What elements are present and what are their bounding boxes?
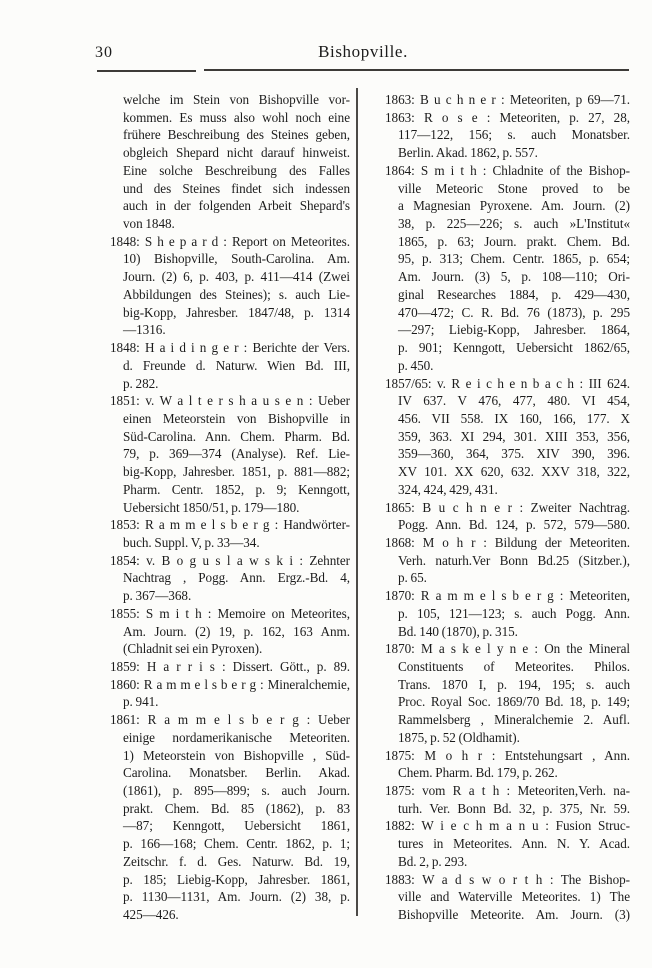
bib-line: obgleich Shepard nicht darauf hinweist. [123,145,350,161]
bib-line: p. 185; Liebig-Kopp, Jahresber. 1861, [123,871,350,887]
bib-line: 1848: S h e p a r d : Report on Meteorites. [110,233,350,249]
bib-line: 1865: B u c h n e r : Zweiter Nachtrag. [385,499,630,515]
bib-entry [385,817,630,870]
bib-line: 1865, p. 63; Journ. prakt. Chem. Bd. [398,233,630,249]
bib-line: 1875: M o h r : Entstehungsart , Ann. [385,747,630,763]
page-number: 30 [95,44,113,61]
bib-line: (Chladnit sei ein Pyroxen). [123,641,263,657]
bib-entry [110,552,350,605]
bib-line: 1851: v. W a l t e r s h a u s e n : Ueber [110,393,350,409]
bib-line: p. 450. [398,357,434,373]
bib-entry [110,605,350,658]
bib-line: 470—472; C. R. Bd. 76 (1873), p. 295 [398,304,630,320]
bib-line: 1) Meteorstein von Bishopville , Süd- [123,747,350,763]
bib-line: p. 1130—1131, Am. Journ. (2) 38, p. [123,889,350,905]
bib-line: buch. Suppl. V, p. 33—34. [123,534,260,550]
bib-entry [385,534,630,587]
bib-entry [385,109,630,162]
bib-line: p. 65. [398,570,427,586]
bib-entry [110,516,350,551]
bib-line: turh. Ver. Bonn Bd. 32, p. 375, Nr. 59. [398,800,630,816]
bib-line: 1861: R a m m e l s b e r g : Ueber [110,712,350,728]
bib-line: p. 105, 121—123; s. auch Pogg. Ann. [398,605,630,621]
bib-entry [110,339,350,392]
bib-line: ville and Waterville Meteorites. 1) The [398,889,630,905]
bib-line: d. Freunde d. Naturw. Wien Bd. III, [123,357,350,373]
bib-line: von 1848. [123,216,175,232]
bib-entry [110,676,350,711]
bib-line: 117—122, 156; s. auch Monatsber. [398,127,630,143]
right-column [385,91,630,924]
bib-line: 1854: v. B o g u s l a w s k i : Zehnter [110,552,350,568]
bib-line: 95, p. 313; Chem. Centr. 1865, p. 654; [398,251,630,267]
bib-line: 425—426. [123,907,179,923]
bib-entry [385,782,630,817]
bib-line: Pogg. Ann. Bd. 124, p. 572, 579—580. [398,517,630,533]
bib-line: 1883: W a d s w o r t h : The Bishop- [385,871,630,887]
bib-line: Uebersicht 1850/51, p. 179—180. [123,499,300,515]
bib-line: Nachtrag , Pogg. Ann. Ergz.-Bd. 4, [123,570,350,586]
bib-entry [385,871,630,924]
bib-line: 456. VII 558. IX 160, 166, 177. X [398,410,630,426]
bib-line: Bd. 140 (1870), p. 315. [398,623,518,639]
bib-line: Zeitschr. f. d. Ges. Naturw. Bd. 19, [123,853,350,869]
bib-line: 1870: R a m m e l s b e r g : Meteoriten, [385,588,630,604]
bib-line: XV 101. XX 620, 632. XXV 318, 322, [398,464,630,480]
bib-line: p. 367—368. [123,588,192,604]
bib-line: 1848: H a i d i n g e r : Berichte der Vers. [110,340,350,356]
bib-line: einige nordamerikanische Meteoriten. [123,729,350,745]
bib-line: 1863: B u c h n e r : Meteoriten, p 69—71. [385,92,630,107]
bib-entry [110,711,350,924]
bib-line: 1863: R o s e : Meteoriten, p. 27, 28, [385,109,630,125]
bib-line: —87; Kenngott, Uebersicht 1861, [123,818,350,834]
left-column [110,91,350,924]
header-rule-left-segment [97,70,196,72]
bib-line: Berlin. Akad. 1862, p. 557. [398,145,538,161]
bib-line: tures in Meteorites. Ann. N. Y. Acad. [398,836,630,852]
bib-line: kommen. Es muss also wohl noch eine [123,109,350,125]
bib-line: p. 282. [123,375,159,391]
bib-line: 1870: M a s k e l y n e : On the Mineral [385,641,630,657]
bib-entry [385,747,630,782]
bib-line: 359, 363. XI 294, 301. XIII 353, 356, [398,428,630,444]
bib-line: 1857/65: v. R e i c h e n b a c h : III 624. [385,375,630,391]
bib-line: (1861), p. 895—899; s. auch Journ. [123,783,350,799]
bib-line: Am. Journ. (2) 19, p. 162, 163 Anm. [123,623,350,639]
bib-line: IV 637. V 476, 477, 480. VI 454, [398,393,630,409]
header-rule-right-segment [204,69,629,71]
bib-entry [385,640,630,746]
bib-line: Bishopville Meteorite. Am. Journ. (3) [398,907,630,923]
bib-line: prakt. Chem. Bd. 85 (1862), p. 83 [123,800,350,816]
bib-line: Proc. Royal Soc. 1869/70 Bd. 18, p. 149; [398,694,630,710]
bib-line: ville Meteoric Stone proved to be [398,180,630,196]
bib-line: 359—360, 364, 375. XIV 390, 396. [398,446,630,462]
bib-line: Pharm. Centr. 1852, p. 9; Kenngott, [123,481,350,497]
bib-entry [110,658,350,676]
bib-line: 1875: vom R a t h : Meteoriten,Verh. na- [385,783,630,799]
bib-line: Carolina. Monatsber. Berlin. Akad. [123,765,350,781]
bib-entry [385,499,630,534]
bib-line: Constituents of Meteorites. Philos. [398,659,630,674]
bib-line: 1859: H a r r i s : Dissert. Gött., p. 89. [110,659,350,674]
bib-line: Verh. naturh.Ver Bonn Bd.25 (Sitzber.), [398,552,630,568]
bib-line: ginal Researches 1884, p. 429—430, [398,286,630,302]
bib-entry [385,587,630,640]
running-title: Bishopville. [318,42,408,61]
bib-line: Journ. (2) 6, p. 403, p. 411—414 (Zwei [123,269,350,285]
bib-line: Abbildungen des Steines); s. auch Lie- [123,286,350,302]
bib-line: 1875, p. 52 (Oldhamit). [398,729,520,745]
bib-line: 1868: M o h r : Bildung der Meteoriten. [385,534,630,550]
bib-line: 38, p. 225—226; s. auch »L'Institut« [398,216,630,232]
bib-line: —1316. [123,322,166,338]
bib-line: Am. Journ. (3) 5, p. 108—110; Ori- [398,269,630,285]
bib-line: p. 941. [123,694,159,710]
bib-line: 1860: R a m m e l s b e r g : Mineralchemie, [110,676,350,692]
bib-line: Eine solche Beschreibung des Falles [123,162,350,178]
bib-entry [110,392,350,516]
bib-line: 1882: W i e c h m a n u : Fusion Struc- [385,818,630,834]
bib-line: Bd. 2, p. 293. [398,853,468,869]
bib-line: einen Meteorstein von Bishopville in [123,410,350,426]
bib-line: 1855: S m i t h : Memoire on Meteorites, [110,605,350,621]
bib-line: 324, 424, 429, 431. [398,481,498,497]
bib-line: frühere Beschreibung des Steines geben, [123,127,350,143]
bib-entry [385,162,630,375]
bib-line: —297; Liebig-Kopp, Jahresber. 1864, [398,322,630,338]
bib-entry [110,91,350,233]
bib-line: Trans. 1870 I, p. 194, 195; s. auch [398,676,630,692]
bib-line: welche im Stein von Bishopville vor- [123,92,350,107]
bib-line: 1864: S m i t h : Chladnite of the Bishop- [385,162,630,178]
bib-line: auch in der folgenden Arbeit Shepard's [123,198,350,214]
bib-line: 1853: R a m m e l s b e r g : Handwörter- [110,517,350,533]
bib-line: Rammelsberg , Mineralchemie 2. Aufl. [398,712,630,728]
bib-entry [110,233,350,339]
bib-line: big-Kopp, Jahresber. 1851, p. 881—882; [123,464,350,480]
bib-line: Süd-Carolina. Ann. Chem. Pharm. Bd. [123,428,350,444]
bib-line: 79, p. 369—374 (Analyse). Ref. Lie- [123,446,350,462]
bib-line: big-Kopp, Jahresber. 1847/48, p. 1314 [123,304,350,320]
column-divider [356,88,358,916]
bib-line: und des Steines findet sich indessen [123,180,350,196]
bib-line: p. 166—168; Chem. Centr. 1862, p. 1; [123,836,350,852]
bib-entry [385,91,630,109]
bib-line: a Magnesian Pyroxene. Am. Journ. (2) [398,198,630,214]
bib-line: Chem. Pharm. Bd. 179, p. 262. [398,765,558,781]
bib-line: p. 901; Kenngott, Uebersicht 1862/65, [398,340,630,356]
bib-line: 10) Bishopville, South-Carolina. Am. [123,251,350,267]
bib-entry [385,375,630,499]
